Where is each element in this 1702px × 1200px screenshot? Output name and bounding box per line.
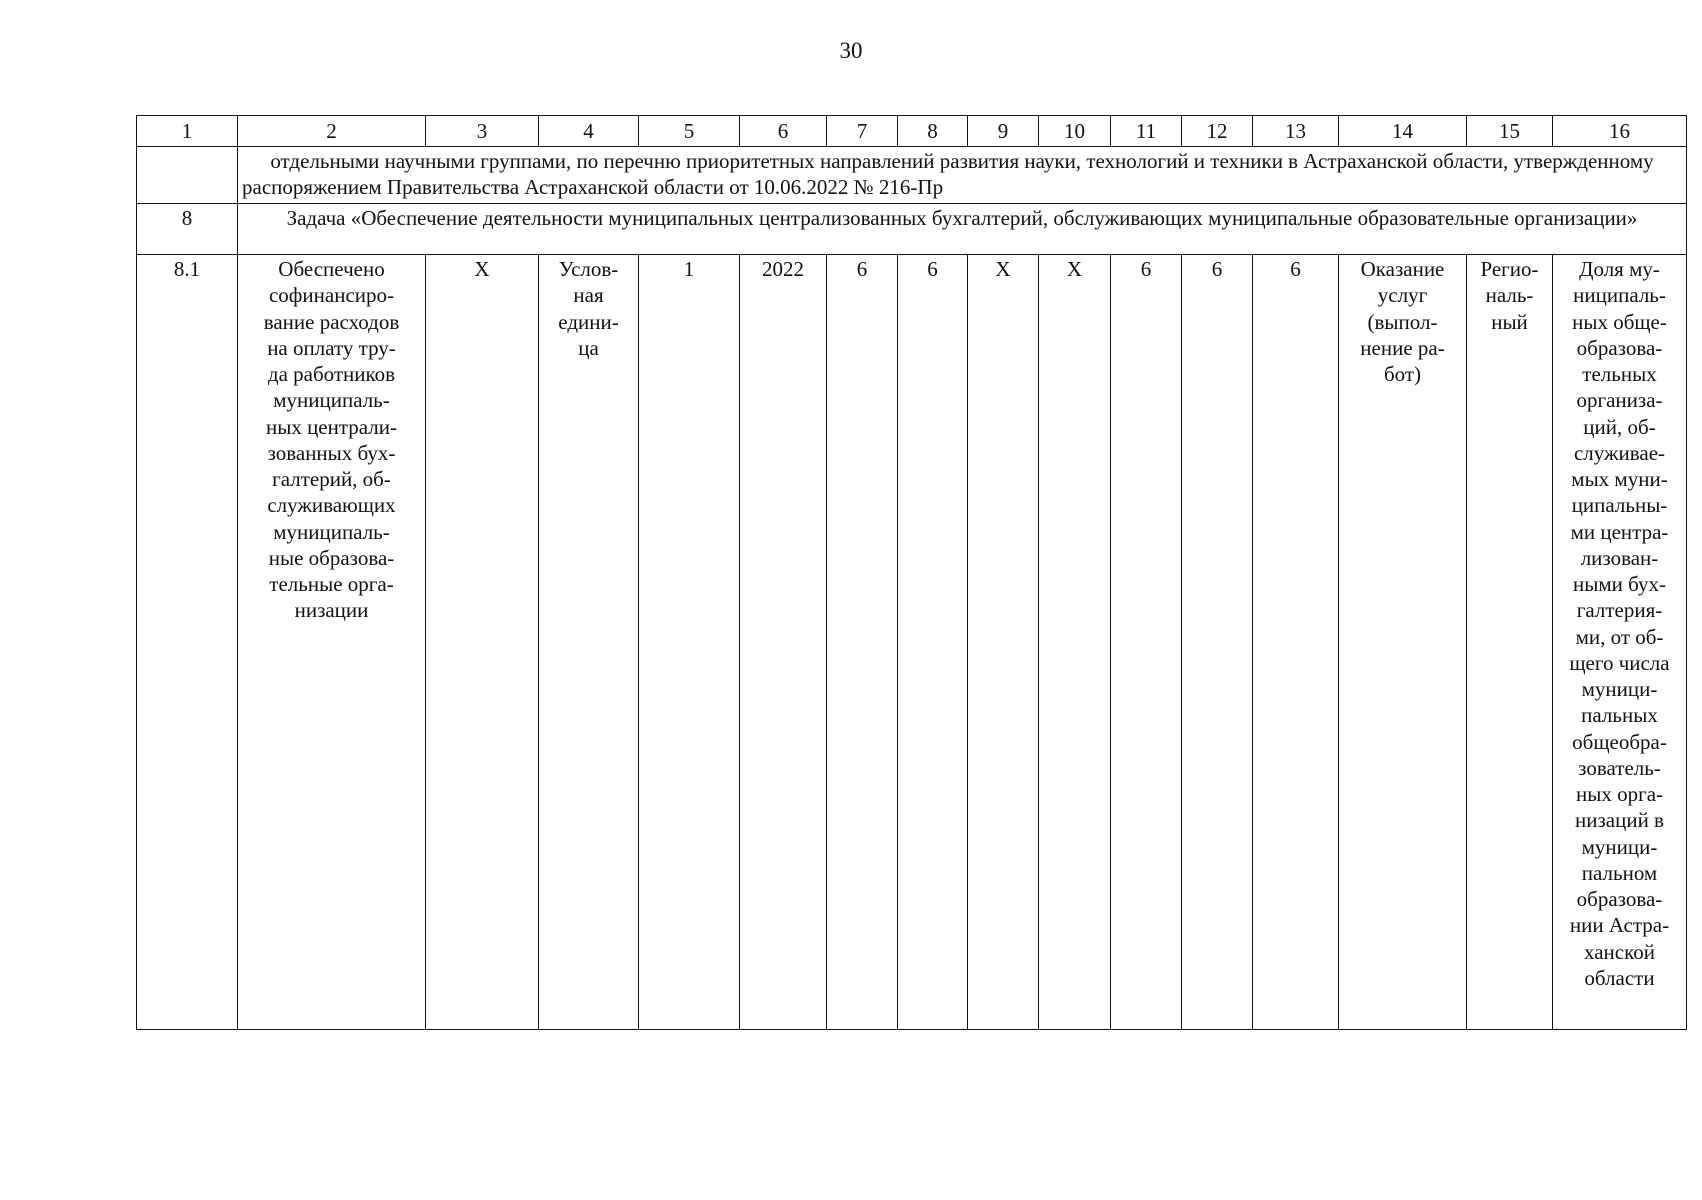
cell-col-7: 6 [827, 255, 898, 1030]
continuation-row [137, 147, 1687, 204]
column-header: 11 [1111, 116, 1182, 147]
result-type-text: Оказание услуг (выпол- нение ра- бот) [1360, 257, 1445, 386]
result-type-cell [1339, 255, 1467, 1030]
task-text: Задача «Обеспечение деятельности муниципальных централизованных бухгалтерий, обслуживающих муниципальные образовательные организации» [238, 204, 1687, 255]
column-header: 2 [238, 116, 426, 147]
cell-col-5: 1 [639, 255, 740, 1030]
indicator-row [137, 255, 1687, 1030]
column-header: 6 [740, 116, 827, 147]
continuation-number-cell [137, 147, 238, 204]
cell-col-3: Х [426, 255, 539, 1030]
linked-indicator-text: Доля му- ниципаль- ных обще- образова- тельных организа- ций, об- служивае- мых муни- ципальны- ми центра- лизован- ными бух- галтерия- ми, от об- щего числа муници- пальных общеобра- зователь- ных орга- низаций в муници- пальном образова- нии Астра- ханской области [1569, 257, 1670, 990]
cell-col-8: 6 [898, 255, 968, 1030]
cell-col-13: 6 [1253, 255, 1339, 1030]
cell-col-10: Х [1039, 255, 1111, 1030]
continuation-text: отдельными научными группами, по перечню приоритетных направлений развития науки, технологий и техники в Астраханской области, утвержденному распоряжением Правительства Астраханской области от 10.06.2022 № 216-Пр [238, 147, 1687, 204]
indicator-name-text: Обеспечено софинансиро- вание расходов на оплату тру- да работников муниципаль- ных централи- зованных бух- галтерий, об- служивающих муниципаль- ные образова- тельные орга- низации [263, 257, 400, 623]
linked-indicator-cell [1553, 255, 1687, 1030]
column-header: 4 [539, 116, 639, 147]
column-header: 16 [1553, 116, 1687, 147]
column-header: 1 [137, 116, 238, 147]
column-number-row [137, 116, 1687, 147]
cell-col-9: Х [968, 255, 1039, 1030]
cell-col-11: 6 [1111, 255, 1182, 1030]
base-year-cell: 2022 [740, 255, 827, 1030]
column-header: 15 [1467, 116, 1553, 147]
column-header: 10 [1039, 116, 1111, 147]
indicators-table [136, 115, 1687, 1030]
column-header: 8 [898, 116, 968, 147]
column-header: 13 [1253, 116, 1339, 147]
column-header: 12 [1182, 116, 1253, 147]
column-header: 3 [426, 116, 539, 147]
unit-text: Услов- ная едини- ца [558, 257, 619, 360]
indicator-name [238, 255, 426, 1030]
page-number: 30 [839, 38, 863, 63]
column-header: 7 [827, 116, 898, 147]
indicator-number: 8.1 [137, 255, 238, 1030]
column-header: 5 [639, 116, 740, 147]
task-row [137, 204, 1687, 255]
level-cell [1467, 255, 1553, 1030]
unit-cell [539, 255, 639, 1030]
task-number: 8 [137, 204, 238, 255]
column-header: 14 [1339, 116, 1467, 147]
column-header: 9 [968, 116, 1039, 147]
level-text: Регио- наль- ный [1480, 257, 1539, 334]
cell-col-12: 6 [1182, 255, 1253, 1030]
